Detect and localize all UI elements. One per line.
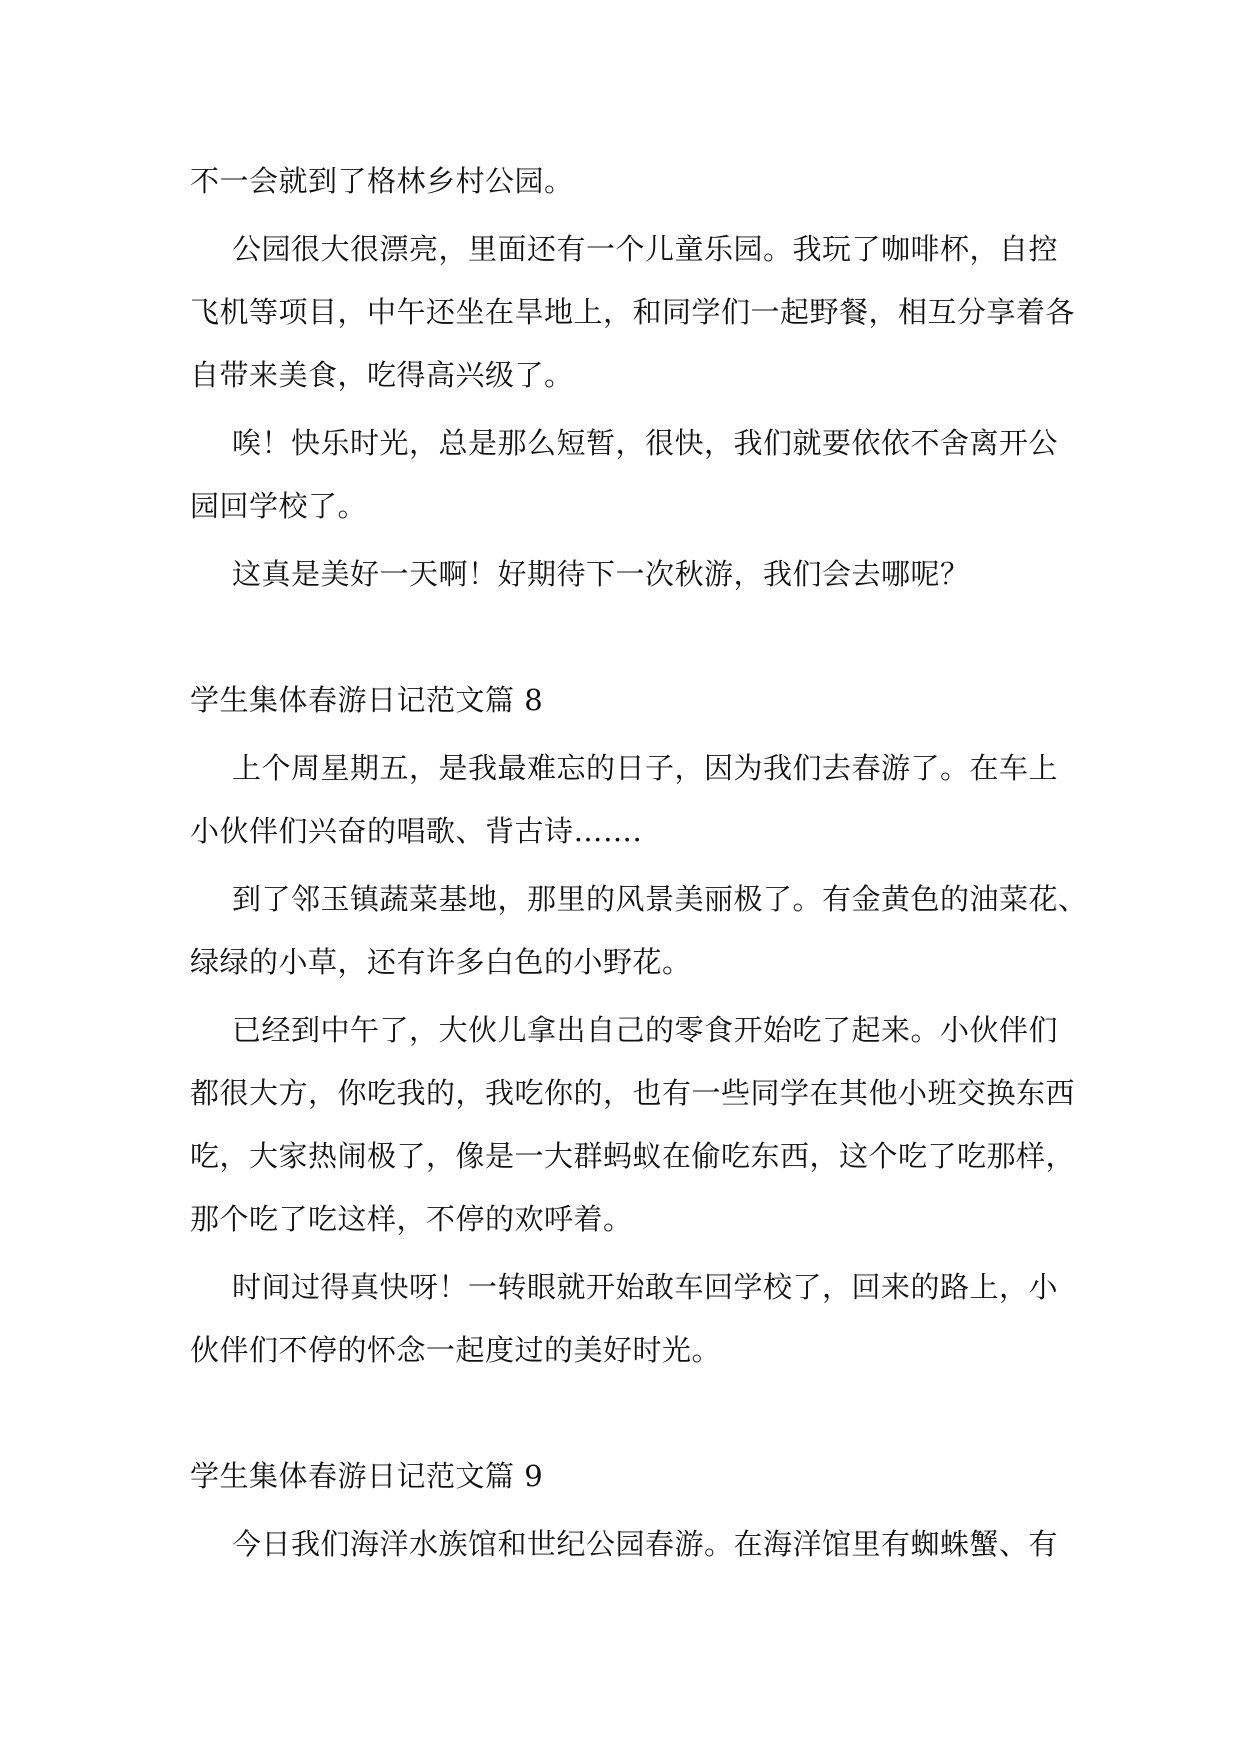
paragraph-start-line: 时间过得真快呀！一转眼就开始敢车回学校了，回来的路上，小 [232,1270,1059,1304]
text-line: 不一会就到了格林乡村公园。 [190,164,574,198]
paragraph-start-line: 到了邻玉镇蔬菜基地，那里的风景美丽极了。有金黄色的油菜花、 [232,882,1088,916]
paragraph-start-line: 今日我们海洋水族馆和世纪公园春游。在海洋馆里有蜘蛛蟹、有 [232,1527,1059,1561]
text-line: 园回学校了。 [190,489,368,523]
paragraph-start-line: 公园很大很漂亮，里面还有一个儿童乐园。我玩了咖啡杯，自控 [232,232,1059,266]
section-heading: 学生集体春游日记范文篇 8 [190,683,544,717]
text-line: 吃，大家热闹极了，像是一大群蚂蚁在偷吃东西，这个吃了吃那样， [190,1139,1076,1173]
section-heading: 学生集体春游日记范文篇 9 [190,1459,544,1493]
text-line: 都很大方，你吃我的，我吃你的，也有一些同学在其他小班交换东西 [190,1076,1076,1110]
text-line: 小伙伴们兴奋的唱歌、背古诗……. [190,814,643,848]
text-line: 自带来美食，吃得高兴级了。 [190,358,574,392]
paragraph-start-line: 这真是美好一天啊！好期待下一次秋游，我们会去哪呢？ [232,557,970,591]
text-line: 伙伴们不停的怀念一起度过的美好时光。 [190,1333,722,1367]
text-line: 那个吃了吃这样，不停的欢呼着。 [190,1202,633,1236]
paragraph-start-line: 唉！快乐时光，总是那么短暂，很快，我们就要依依不舍离开公 [232,426,1059,460]
paragraph-start-line: 已经到中午了，大伙儿拿出自己的零食开始吃了起来。小伙伴们 [232,1013,1059,1047]
paragraph-start-line: 上个周星期五，是我最难忘的日子，因为我们去春游了。在车上 [232,751,1059,785]
text-line: 绿绿的小草，还有许多白色的小野花。 [190,945,692,979]
text-line: 飞机等项目，中午还坐在旱地上，和同学们一起野餐，相互分享着各 [190,295,1076,329]
